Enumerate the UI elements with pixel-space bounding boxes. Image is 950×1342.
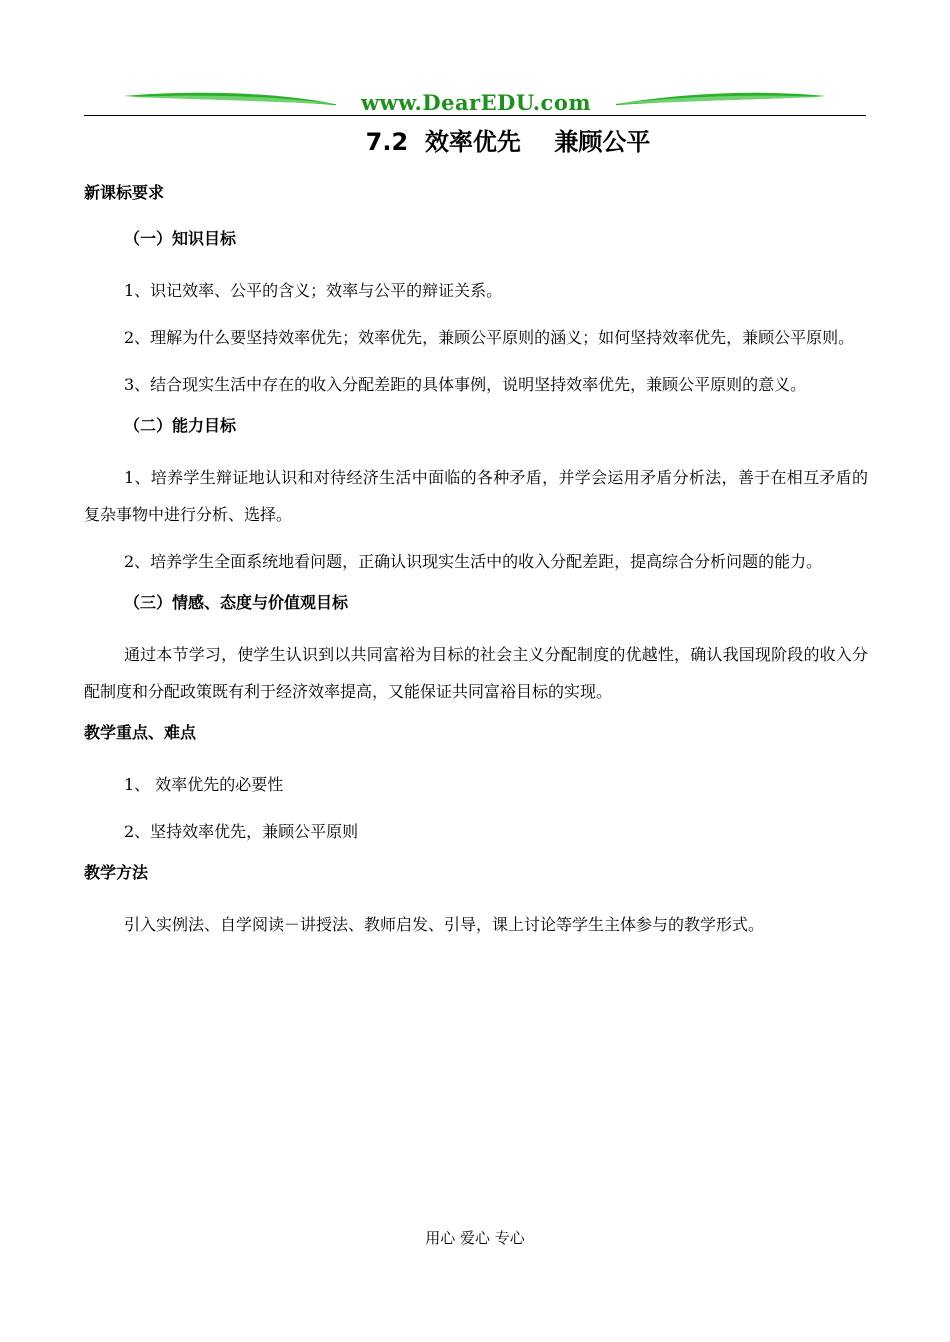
paragraph: 1、培养学生辩证地认识和对待经济生活中面临的各种矛盾，并学会运用矛盾分析法，善于在相互矛盾的复杂事物中进行分析、选择。 xyxy=(84,468,868,524)
paragraph: 2、理解为什么要坚持效率优先；效率优先，兼顾公平原则的涵义；如何坚持效率优先，兼顾公平原则。 xyxy=(124,328,855,347)
section-heading-key-points: 教学重点、难点 xyxy=(84,723,197,742)
paragraph: 1、识记效率、公平的含义；效率与公平的辩证关系。 xyxy=(124,281,503,300)
paragraph: 2、培养学生全面系统地看问题，正确认识现实生活中的收入分配差距，提高综合分析问题的能力。 xyxy=(124,552,823,571)
page-footer: 用心 爱心 专心 xyxy=(425,1229,525,1247)
paragraph: 1、 效率优先的必要性 xyxy=(124,775,284,794)
logo-text: www.DearEDU.com xyxy=(336,90,616,116)
document-body xyxy=(84,176,868,953)
header-rule xyxy=(84,115,866,116)
subsection-heading-ability: （二）能力目标 xyxy=(124,416,237,435)
paragraph: 引入实例法、自学阅读－讲授法、教师启发、引导，课上讨论等学生主体参与的教学形式。 xyxy=(124,915,765,934)
paragraph: 3、结合现实生活中存在的收入分配差距的具体事例，说明坚持效率优先，兼顾公平原则的意义。 xyxy=(124,375,807,394)
paragraph: 通过本节学习，使学生认识到以共同富裕为目标的社会主义分配制度的优越性，确认我国现阶段的收入分配制度和分配政策既有利于经济效率提高，又能保证共同富裕目标的实现。 xyxy=(84,645,868,701)
page-header xyxy=(84,88,866,118)
page-title: 7.2 效率优先 兼顾公平 xyxy=(365,128,651,156)
section-heading-methods: 教学方法 xyxy=(84,863,149,882)
subsection-heading-knowledge: （一）知识目标 xyxy=(124,229,237,248)
paragraph: 2、坚持效率优先，兼顾公平原则 xyxy=(124,822,359,841)
section-heading-curriculum: 新课标要求 xyxy=(84,183,165,202)
subsection-heading-values: （三）情感、态度与价值观目标 xyxy=(124,593,349,612)
